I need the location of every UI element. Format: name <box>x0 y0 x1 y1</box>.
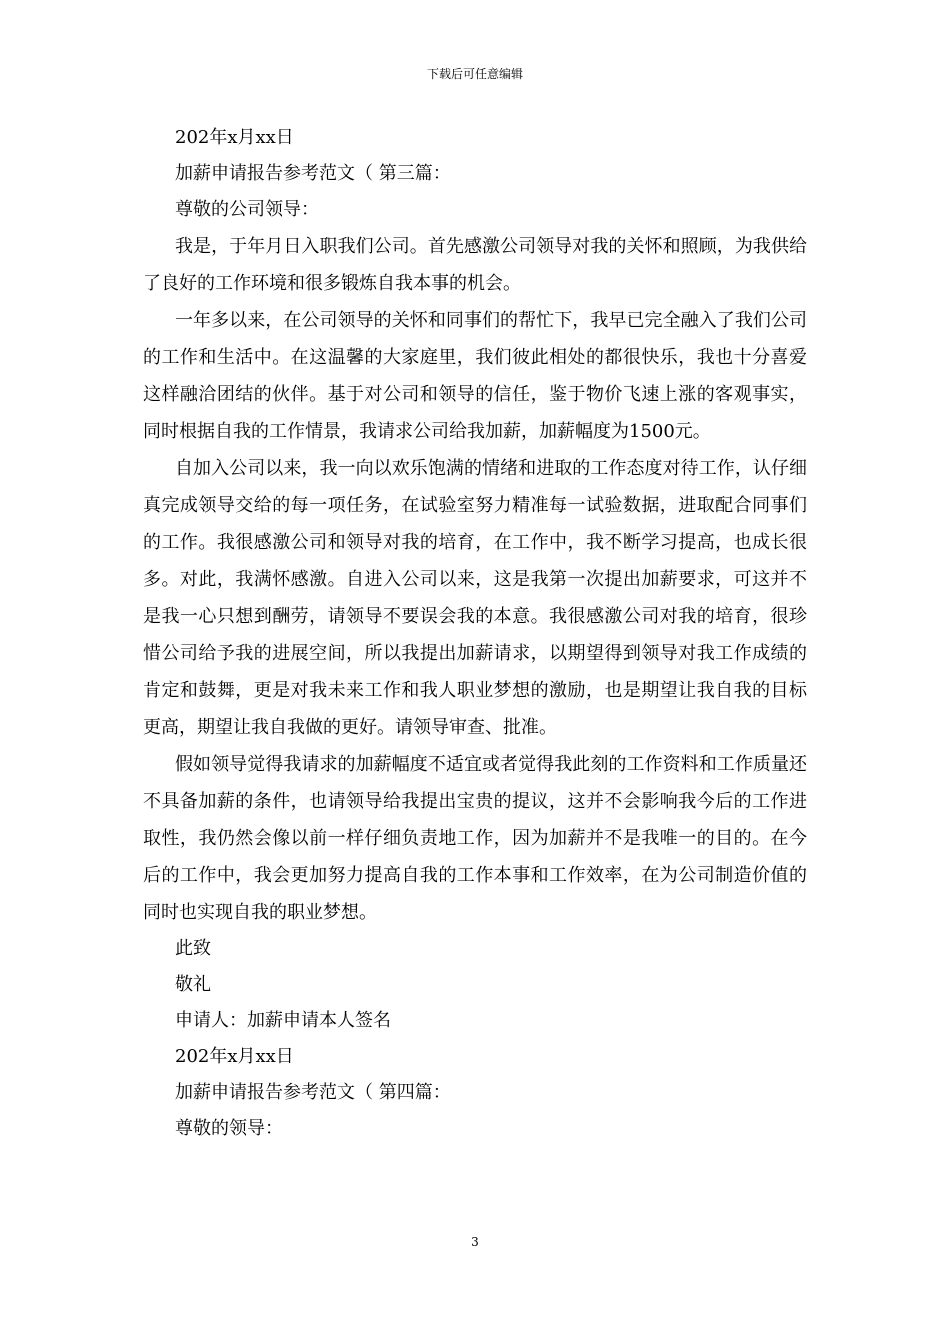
salutation: 尊敬的公司领导： <box>175 199 319 220</box>
paragraph-conclusion: 假如领导觉得我请求的加薪幅度不适宜或者觉得我此刻的工作资料和工作质量还不具备加薪的条件，也请领导给我提出宝贵的提议，这并不会影响我今后的工作进取性，我仍然会像以前一样仔细负责地工作，因为加薪并不是我唯一的目的。在今后的工作中，我会更加努力提高自我的工作本事和工作效率，在为公司制造价值的同时也实现自我的职业梦想。 <box>143 754 807 923</box>
closing-salute: 敬礼 <box>175 974 211 995</box>
date-line: 202年x月xx日 <box>175 127 294 148</box>
paragraph-intro: 我是，于年月日入职我们公司。首先感激公司领导对我的关怀和照顾，为我供给了良好的工作环境和很多锻炼自我本事的机会。 <box>143 236 807 294</box>
page-number: 3 <box>471 1235 479 1249</box>
date-line: 202年x月xx日 <box>175 1046 294 1067</box>
signature-line: 申请人：加薪申请本人签名 <box>175 1010 391 1031</box>
page-header-note: 下载后可任意编辑 <box>426 67 523 81</box>
document-body <box>143 120 807 1147</box>
section-title-4: 加薪申请报告参考范文（ 第四篇： <box>175 1082 451 1103</box>
section-title-3: 加薪申请报告参考范文（ 第三篇： <box>175 163 451 184</box>
closing-regards: 此致 <box>175 938 211 959</box>
salutation: 尊敬的领导： <box>175 1118 283 1139</box>
paragraph-request: 一年多以来，在公司领导的关怀和同事们的帮忙下，我早已完全融入了我们公司的工作和生活中。在这温馨的大家庭里，我们彼此相处的都很快乐，我也十分喜爱这样融洽团结的伙伴。基于对公司和领导的信任，鉴于物价飞速上涨的客观事实，同时根据自我的工作情景，我请求公司给我加薪，加薪幅度为1500元。 <box>143 310 807 442</box>
paragraph-performance: 自加入公司以来，我一向以欢乐饱满的情绪和进取的工作态度对待工作，认仔细真完成领导交给的每一项任务，在试验室努力精准每一试验数据，进取配合同事们的工作。我很感激公司和领导对我的培育，在工作中，我不断学习提高，也成长很多。对此，我满怀感激。自进入公司以来，这是我第一次提出加薪要求，可这并不是我一心只想到酬劳，请领导不要误会我的本意。我很感激公司对我的培育，很珍惜公司给予我的进展空间，所以我提出加薪请求，以期望得到领导对我工作成绩的肯定和鼓舞，更是对我未来工作和我人职业梦想的激励，也是期望让我自我的目标更高，期望让我自我做的更好。请领导审查、批准。 <box>143 458 807 738</box>
